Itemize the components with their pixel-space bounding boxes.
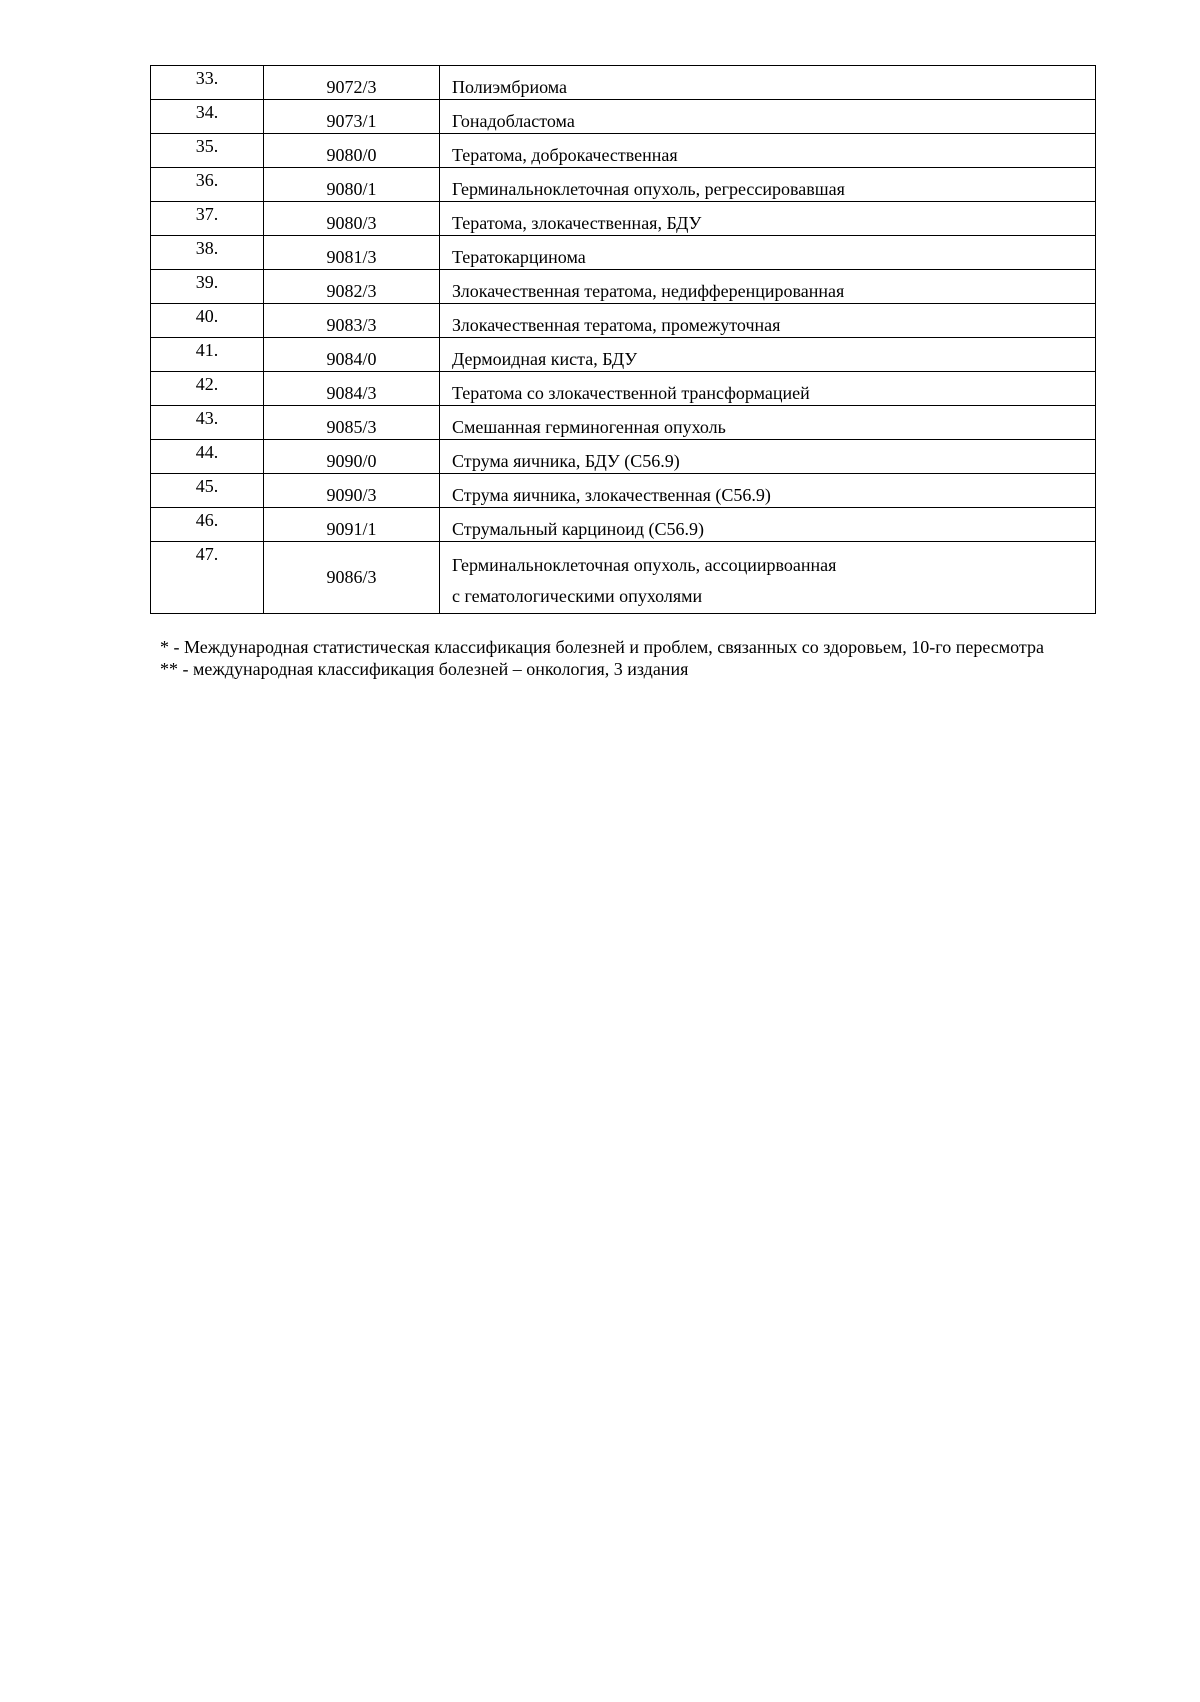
- tumor-name: Злокачественная тератома, промежуточная: [440, 304, 1096, 338]
- row-number: 37.: [151, 202, 264, 236]
- row-number: 38.: [151, 236, 264, 270]
- morphology-code: 9086/3: [264, 542, 440, 614]
- row-number: 34.: [151, 100, 264, 134]
- table-row: [151, 134, 1096, 168]
- morphology-code: 9091/1: [264, 508, 440, 542]
- tumor-name: [440, 542, 1096, 614]
- table-row: [151, 338, 1096, 372]
- table-row: [151, 168, 1096, 202]
- morphology-code: 9080/0: [264, 134, 440, 168]
- morphology-code: 9085/3: [264, 406, 440, 440]
- tumor-name-line: Герминальноклеточная опухоль, ассоциирвоанная: [452, 555, 837, 575]
- morphology-code: 9080/3: [264, 202, 440, 236]
- table-row: [151, 236, 1096, 270]
- row-number: 46.: [151, 508, 264, 542]
- tumor-name: Тератокарцинома: [440, 236, 1096, 270]
- morphology-code: 9090/0: [264, 440, 440, 474]
- table-row: [151, 66, 1096, 100]
- tumor-name: Герминальноклеточная опухоль, регрессировавшая: [440, 168, 1096, 202]
- table-row: [151, 372, 1096, 406]
- tumor-name: Тератома, злокачественная, БДУ: [440, 202, 1096, 236]
- footnotes: [160, 636, 1126, 680]
- table-row: [151, 542, 1096, 614]
- table-row: [151, 270, 1096, 304]
- row-number: 35.: [151, 134, 264, 168]
- tumor-name: Струма яичника, злокачественная (C56.9): [440, 474, 1096, 508]
- table-row: [151, 202, 1096, 236]
- row-number: 36.: [151, 168, 264, 202]
- morphology-code: 9083/3: [264, 304, 440, 338]
- tumor-name: Струмальный карциноид (C56.9): [440, 508, 1096, 542]
- tumor-name: Полиэмбриома: [440, 66, 1096, 100]
- table-row: [151, 474, 1096, 508]
- tumor-name-line: с гематологическими опухолями: [452, 586, 703, 606]
- tumor-name: Дермоидная киста, БДУ: [440, 338, 1096, 372]
- morphology-code: 9082/3: [264, 270, 440, 304]
- morphology-code: 9080/1: [264, 168, 440, 202]
- row-number: 39.: [151, 270, 264, 304]
- table-row: [151, 304, 1096, 338]
- table-row: [151, 440, 1096, 474]
- morphology-code: 9084/0: [264, 338, 440, 372]
- tumor-name: Смешанная герминогенная опухоль: [440, 406, 1096, 440]
- row-number: 41.: [151, 338, 264, 372]
- row-number: 40.: [151, 304, 264, 338]
- tumor-name: Тератома, доброкачественная: [440, 134, 1096, 168]
- table-row: [151, 406, 1096, 440]
- morphology-code: 9090/3: [264, 474, 440, 508]
- morphology-code: 9084/3: [264, 372, 440, 406]
- row-number: 47.: [151, 542, 264, 614]
- footnote-icd10: * - Международная статистическая классификация болезней и проблем, связанных со здоровьем, 10-го пересмотра: [160, 637, 1044, 657]
- classification-table: [150, 65, 1096, 614]
- morphology-code: 9073/1: [264, 100, 440, 134]
- footnote-icdo3: ** - международная классификация болезней – онкология, 3 издания: [160, 659, 689, 679]
- row-number: 33.: [151, 66, 264, 100]
- morphology-code: 9081/3: [264, 236, 440, 270]
- row-number: 44.: [151, 440, 264, 474]
- row-number: 42.: [151, 372, 264, 406]
- tumor-name: Тератома со злокачественной трансформацией: [440, 372, 1096, 406]
- table-row: [151, 508, 1096, 542]
- row-number: 45.: [151, 474, 264, 508]
- tumor-name: Злокачественная тератома, недифференцированная: [440, 270, 1096, 304]
- table-row: [151, 100, 1096, 134]
- morphology-code: 9072/3: [264, 66, 440, 100]
- tumor-name: Струма яичника, БДУ (C56.9): [440, 440, 1096, 474]
- tumor-name: Гонадобластома: [440, 100, 1096, 134]
- row-number: 43.: [151, 406, 264, 440]
